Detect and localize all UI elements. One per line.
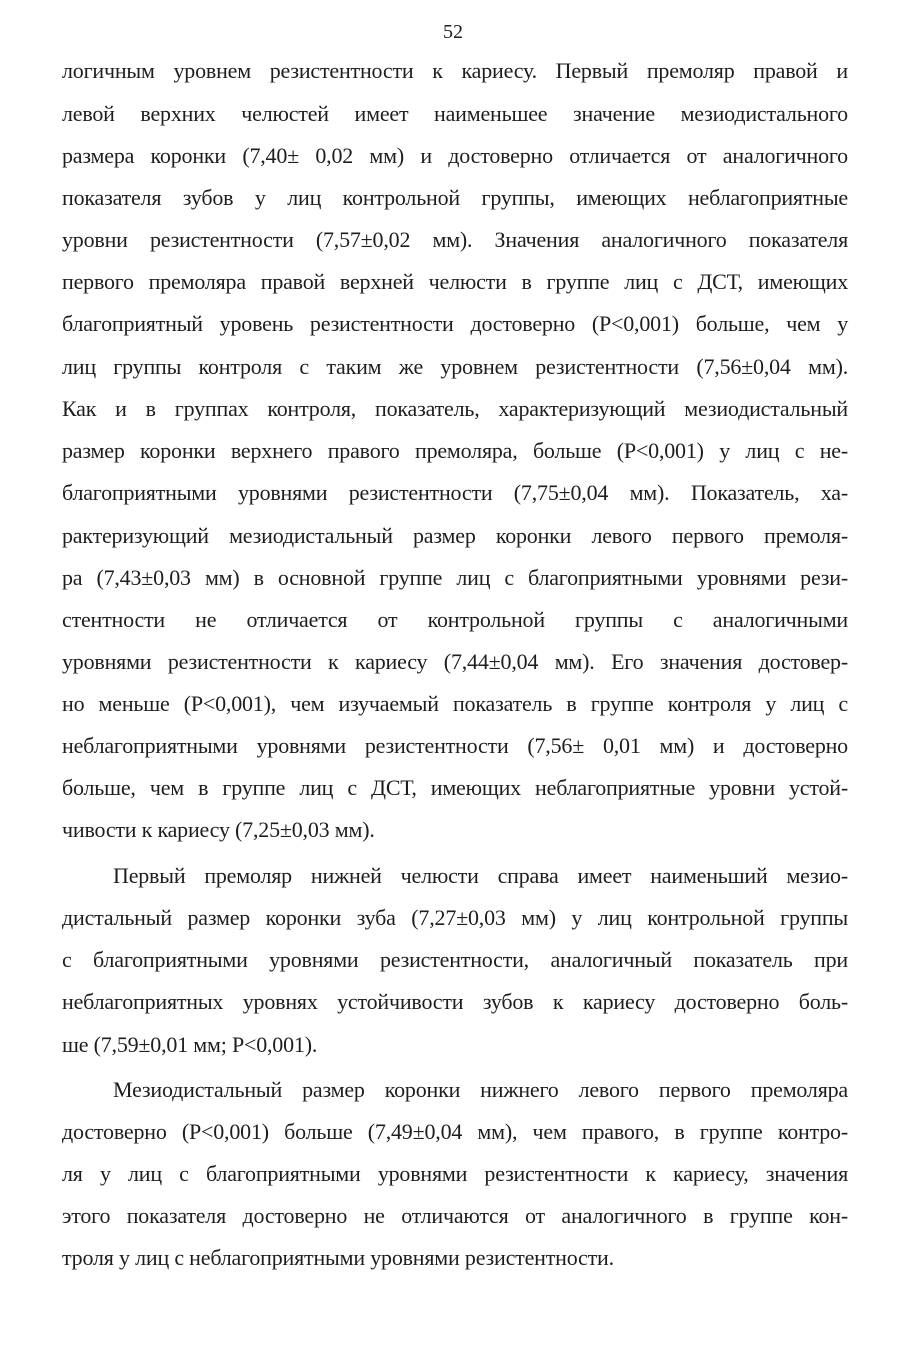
text-line: больше, чем в группе лиц с ДСТ, имеющих неблагоприятные уровни устой- — [62, 775, 848, 800]
text-line: троля у лиц с неблагоприятными уровнями резистентности. — [62, 1245, 614, 1270]
text-line: с благоприятными уровнями резистентности, аналогичный показатель при — [62, 947, 848, 972]
text-line: но меньше (P<0,001), чем изучаемый показатель в группе контроля у лиц с — [62, 691, 848, 716]
text-line: уровнями резистентности к кариесу (7,44±0,04 мм). Его значения достовер- — [62, 649, 848, 674]
text-line: неблагоприятных уровнях устойчивости зубов к кариесу достоверно боль- — [62, 989, 848, 1014]
text-line: логичным уровнем резистентности к кариесу. Первый премоляр правой и — [62, 58, 848, 83]
text-line: дистальный размер коронки зуба (7,27±0,03 мм) у лиц контрольной группы — [62, 905, 848, 930]
text-line: показателя зубов у лиц контрольной группы, имеющих неблагоприятные — [62, 185, 848, 210]
text-line: Как и в группах контроля, показатель, характеризующий мезиодистальный — [62, 396, 848, 421]
text-line: Мезиодистальный размер коронки нижнего левого первого премоляра — [113, 1077, 848, 1102]
text-line: размера коронки (7,40± 0,02 мм) и достоверно отличается от аналогичного — [62, 143, 848, 168]
text-line: первого премоляра правой верхней челюсти в группе лиц с ДСТ, имеющих — [62, 269, 848, 294]
text-line: левой верхних челюстей имеет наименьшее значение мезиодистального — [62, 101, 848, 126]
text-line: Первый премоляр нижней челюсти справа имеет наименьший мезио- — [113, 863, 848, 888]
text-line: стентности не отличается от контрольной группы с аналогичными — [62, 607, 848, 632]
text-line: размер коронки верхнего правого премоляра, больше (P<0,001) у лиц с не- — [62, 438, 848, 463]
text-line: неблагоприятными уровнями резистентности (7,56± 0,01 мм) и достоверно — [62, 733, 848, 758]
page-number: 52 — [443, 21, 463, 43]
text-line: чивости к кариесу (7,25±0,03 мм). — [62, 817, 375, 842]
text-line: достоверно (P<0,001) больше (7,49±0,04 мм), чем правого, в группе контро- — [62, 1119, 848, 1144]
text-line: лиц группы контроля с таким же уровнем резистентности (7,56±0,04 мм). — [62, 354, 848, 379]
text-line: рактеризующий мезиодистальный размер коронки левого первого премоля- — [62, 523, 848, 548]
text-line: ра (7,43±0,03 мм) в основной группе лиц с благоприятными уровнями рези- — [62, 565, 848, 590]
text-line: этого показателя достоверно не отличаются от аналогичного в группе кон- — [62, 1203, 848, 1228]
text-line: ше (7,59±0,01 мм; P<0,001). — [62, 1032, 318, 1057]
text-line: уровни резистентности (7,57±0,02 мм). Значения аналогичного показателя — [62, 227, 848, 252]
text-line: благоприятными уровнями резистентности (7,75±0,04 мм). Показатель, ха- — [62, 480, 848, 505]
text-line: ля у лиц с благоприятными уровнями резистентности к кариесу, значения — [62, 1161, 848, 1186]
text-line: благоприятный уровень резистентности достоверно (P<0,001) больше, чем у — [62, 311, 848, 336]
